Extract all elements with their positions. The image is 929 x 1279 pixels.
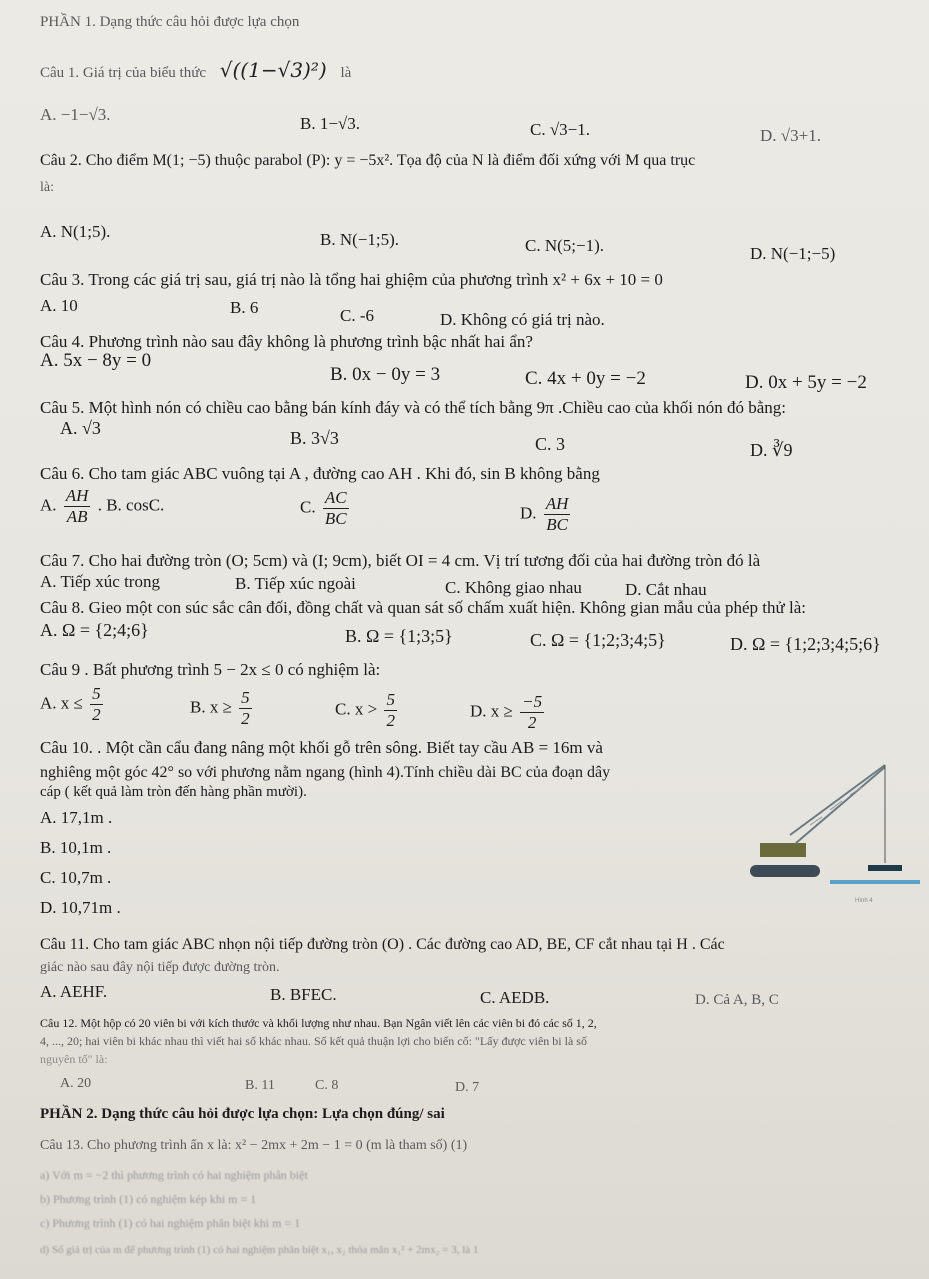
q9-d-numerator: −5 [522, 692, 543, 711]
q2-option-d[interactable]: D. N(−1;−5) [750, 244, 836, 263]
q9-option-d[interactable] [470, 692, 547, 733]
q5-stem: Câu 5. Một hình nón có chiều cao bằng bán kính đáy và có thể tích bằng 9π .Chiều cao của khối nón đó bằng: [40, 398, 787, 417]
part2-header: PHẦN 2. Dạng thức câu hỏi được lựa chọn: Lựa chọn đúng/ sai [40, 1106, 445, 1122]
q6-option-d-label: D. [520, 503, 537, 523]
figure-caption: Hình 4 [855, 898, 873, 904]
q2-stem-tail: là: [40, 180, 54, 195]
q5-option-b[interactable]: B. 3√3 [290, 428, 339, 448]
q12-option-c[interactable]: C. 8 [315, 1078, 339, 1093]
q6-option-b[interactable]: . B. cosC. [97, 495, 165, 515]
q13-statement-d[interactable]: d) Số giá trị của m để phương trình (1) có hai nghiệm phân biệt x₁, x₂ thỏa mãn x₁² + 2mx₂ = 3, là 1 [40, 1244, 479, 1256]
q6-option-d[interactable] [520, 494, 573, 535]
q8-option-d[interactable]: D. Ω = {1;2;3;4;5;6} [730, 634, 881, 654]
q1-stem [40, 58, 351, 82]
wood-block [868, 865, 902, 871]
q10-option-a[interactable]: A. 17,1m . [40, 808, 113, 827]
q3-option-d[interactable]: D. Không có giá trị nào. [440, 310, 605, 329]
q4-option-b[interactable]: B. 0x − 0y = 3 [330, 364, 441, 385]
q6-a-denominator: AB [66, 507, 88, 526]
q6-a-numerator: AH [65, 486, 89, 505]
q1-stem-tail: là [340, 65, 352, 81]
q6-option-c-fraction [323, 488, 349, 529]
q9-option-b-fraction [239, 688, 252, 729]
q13-statement-b[interactable]: b) Phương trình (1) có nghiệm kép khi m = 1 [40, 1192, 257, 1206]
q6-option-d-fraction [544, 494, 571, 535]
q12-option-b[interactable]: B. 11 [245, 1078, 275, 1093]
q6-d-numerator: AH [545, 494, 569, 513]
q4-option-a[interactable]: A. 5x − 8y = 0 [40, 350, 152, 371]
q10-stem-line1: Câu 10. . Một cần cẩu đang nâng một khối gỗ trên sông. Biết tay cầu AB = 16m và [40, 738, 603, 757]
q9-option-a-fraction [90, 684, 103, 725]
q10-option-d[interactable]: D. 10,71m . [40, 898, 121, 917]
q7-option-a[interactable]: A. Tiếp xúc trong [40, 572, 160, 591]
q2-option-b[interactable]: B. N(−1;5). [320, 230, 399, 249]
q3-option-a[interactable]: A. 10 [40, 296, 78, 315]
q11-stem-line2: giác nào sau đây nội tiếp được đường tròn. [40, 960, 280, 975]
q8-option-a[interactable]: A. Ω = {2;4;6} [40, 620, 149, 640]
q1-option-d[interactable]: D. √3+1. [760, 126, 821, 145]
q4-option-d[interactable]: D. 0x + 5y = −2 [745, 372, 867, 393]
q9-option-c-fraction [384, 690, 397, 731]
q2-option-a[interactable]: A. N(1;5). [40, 222, 111, 241]
q3-stem: Câu 3. Trong các giá trị sau, giá trị nào là tổng hai ghiệm của phương trình x² + 6x + 10 = 0 [40, 270, 663, 289]
q5-option-a[interactable]: A. √3 [60, 418, 101, 438]
q7-option-b[interactable]: B. Tiếp xúc ngoài [235, 574, 356, 593]
q12-option-a[interactable]: A. 20 [60, 1076, 92, 1091]
q9-option-b[interactable] [190, 688, 255, 729]
q5-option-c[interactable]: C. 3 [535, 434, 566, 454]
q9-b-numerator: 5 [241, 688, 250, 707]
crane-cabin [760, 843, 806, 857]
q7-option-c[interactable]: C. Không giao nhau [445, 578, 582, 597]
q9-c-denominator: 2 [386, 711, 395, 730]
q9-option-b-label: B. x ≥ [190, 697, 232, 717]
part1-header: PHẦN 1. Dạng thức câu hỏi được lựa chọn [40, 14, 300, 30]
q4-option-c[interactable]: C. 4x + 0y = −2 [525, 368, 646, 389]
q4-stem: Câu 4. Phương trình nào sau đây không là phương trình bậc nhất hai ẩn? [40, 332, 533, 351]
q12-stem-line3: nguyên tố" là: [40, 1052, 108, 1066]
q6-option-a-fraction [64, 486, 91, 527]
q9-option-a[interactable] [40, 684, 106, 725]
q9-b-denominator: 2 [241, 709, 250, 728]
q13-stem: Câu 13. Cho phương trình ẩn x là: x² − 2mx + 2m − 1 = 0 (m là tham số) (1) [40, 1138, 468, 1153]
q1-stem-text: Câu 1. Giá trị của biểu thức [40, 65, 206, 81]
q10-stem-line3: cáp ( kết quả làm tròn đến hàng phần mười). [40, 784, 307, 800]
q13-statement-a[interactable]: a) Với m = −2 thì phương trình có hai nghiệm phân biệt [40, 1168, 308, 1182]
q6-stem: Câu 6. Cho tam giác ABC vuông tại A , đường cao AH . Khi đó, sin B không bằng [40, 464, 600, 483]
river-line [830, 880, 920, 884]
q12-option-d[interactable]: D. 7 [455, 1080, 480, 1095]
q11-option-c[interactable]: C. AEDB. [480, 988, 550, 1007]
q9-c-numerator: 5 [386, 690, 395, 709]
q9-option-d-label: D. x ≥ [470, 701, 513, 721]
q9-option-c-label: C. x > [335, 699, 378, 719]
q7-stem: Câu 7. Cho hai đường tròn (O; 5cm) và (I; 9cm), biết OI = 4 cm. Vị trí tương đối của hai đường tròn đó là [40, 551, 761, 570]
q2-stem: Câu 2. Cho điểm M(1; −5) thuộc parabol (P): y = −5x². Tọa độ của N là điểm đối xứng với M qua trục [40, 152, 696, 169]
q10-option-b[interactable]: B. 10,1m . [40, 838, 112, 857]
q11-option-d[interactable]: D. Cả A, B, C [695, 992, 779, 1008]
q6-c-numerator: AC [324, 488, 347, 507]
q9-option-d-fraction [520, 692, 544, 733]
crane-figure [750, 755, 920, 905]
q3-option-b[interactable]: B. 6 [230, 298, 259, 317]
q12-stem-line2: 4, ..., 20; hai viên bi khác nhau thì viết hai số khác nhau. Số kết quả thuận lợi cho biến cố: "Lấy được viên bi là số [40, 1034, 587, 1048]
q9-stem: Câu 9 . Bất phương trình 5 − 2x ≤ 0 có nghiệm là: [40, 660, 381, 679]
q8-option-c[interactable]: C. Ω = {1;2;3;4;5} [530, 630, 666, 650]
q1-expression: √((1−√3)²) [219, 58, 327, 82]
q6-c-denominator: BC [324, 509, 347, 528]
q7-option-d[interactable]: D. Cắt nhau [625, 580, 707, 599]
q2-option-c[interactable]: C. N(5;−1). [525, 236, 604, 255]
q11-option-b[interactable]: B. BFEC. [270, 985, 337, 1004]
q8-stem: Câu 8. Gieo một con súc sắc cân đối, đồng chất và quan sát số chấm xuất hiện. Không gian mẫu của phép thử là: [40, 598, 806, 617]
q11-option-a[interactable]: A. AEHF. [40, 982, 108, 1001]
q3-option-c[interactable]: C. -6 [340, 306, 374, 325]
q1-option-a[interactable]: A. −1−√3. [40, 105, 111, 124]
q9-option-a-label: A. x ≤ [40, 693, 83, 713]
q5-option-d[interactable]: D. ∛9 [750, 440, 793, 460]
q9-a-denominator: 2 [92, 705, 101, 724]
q9-d-denominator: 2 [527, 713, 537, 732]
q6-option-c[interactable] [300, 488, 352, 529]
q9-a-numerator: 5 [92, 684, 101, 703]
q12-stem-line1: Câu 12. Một hộp có 20 viên bi với kích thước và khối lượng như nhau. Bạn Ngân viết lên các viên bi đó các số 1, 2, [40, 1016, 597, 1030]
q10-option-c[interactable]: C. 10,7m . [40, 868, 112, 887]
q13-statement-c[interactable]: c) Phương trình (1) có hai nghiệm phân biệt khi m = 1 [40, 1216, 301, 1230]
q6-option-a-label: A. [40, 495, 57, 515]
q1-option-c[interactable]: C. √3−1. [530, 120, 591, 139]
q1-option-b[interactable]: B. 1−√3. [300, 114, 361, 133]
q6-option-c-label: C. [300, 497, 316, 517]
q11-stem-line1: Câu 11. Cho tam giác ABC nhọn nội tiếp đường tròn (O) . Các đường cao AD, BE, CF cắt nhau tại H . Các [40, 936, 725, 953]
crane-track [750, 865, 820, 877]
q6-d-denominator: BC [546, 515, 568, 534]
q6-option-a[interactable] [40, 486, 164, 527]
q9-option-c[interactable] [335, 690, 400, 731]
q8-option-b[interactable]: B. Ω = {1;3;5} [345, 626, 453, 646]
q10-stem-line2: nghiêng một góc 42° so với phương nằm ngang (hình 4).Tính chiều dài BC của đoạn dây [40, 764, 611, 781]
